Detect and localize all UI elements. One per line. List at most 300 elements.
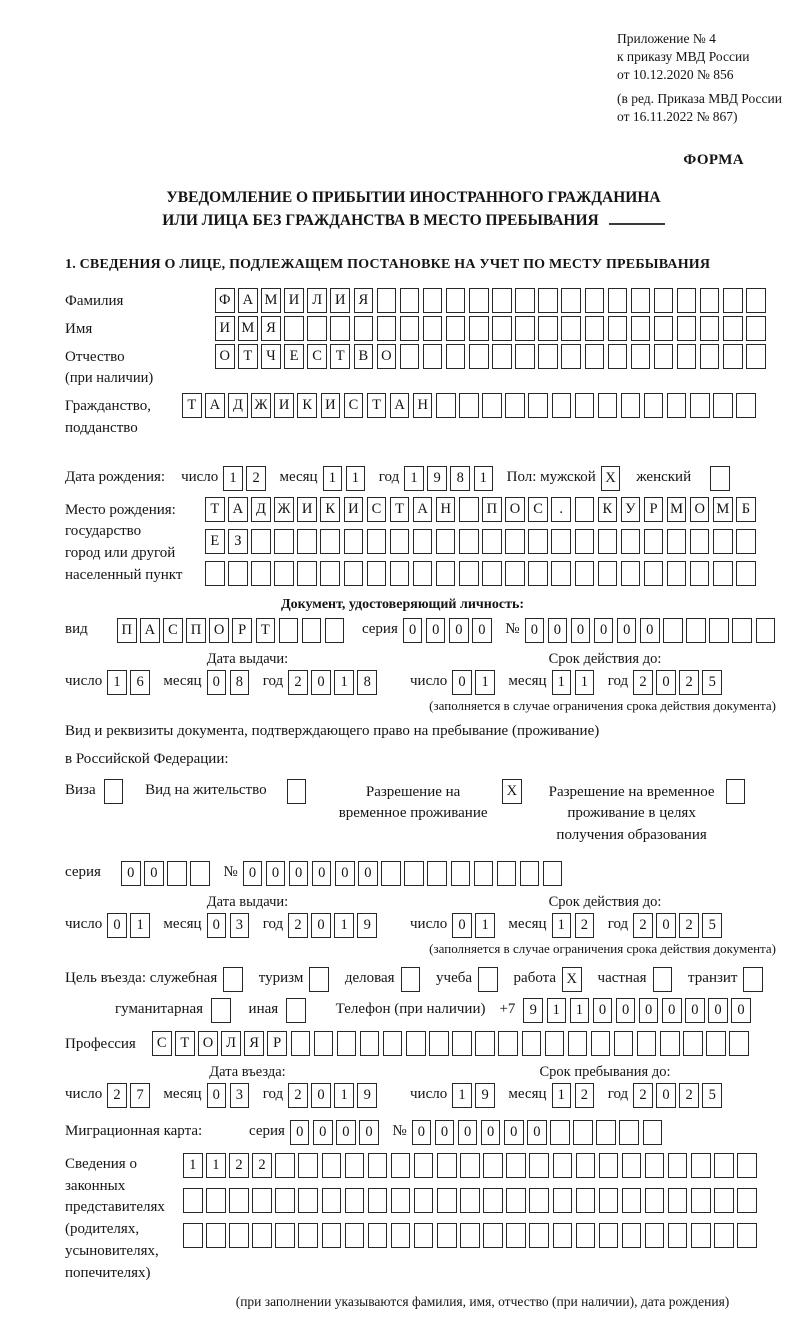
char-cell[interactable]: 1 xyxy=(570,998,590,1023)
char-cell[interactable]: Д xyxy=(251,497,271,522)
char-cell[interactable] xyxy=(400,344,420,369)
char-cell[interactable] xyxy=(423,344,443,369)
char-cell[interactable] xyxy=(713,393,733,418)
char-cell[interactable] xyxy=(667,529,687,554)
char-cell[interactable] xyxy=(322,1188,342,1213)
char-cell[interactable] xyxy=(631,316,651,341)
char-cell[interactable]: 0 xyxy=(359,1120,379,1145)
char-cell[interactable] xyxy=(320,529,340,554)
char-cell[interactable] xyxy=(608,288,628,313)
char-cell[interactable] xyxy=(598,561,618,586)
char-cell[interactable]: С xyxy=(528,497,548,522)
char-cell[interactable] xyxy=(337,1031,357,1056)
char-cell[interactable] xyxy=(619,1120,639,1145)
char-cell[interactable]: 9 xyxy=(357,913,377,938)
firstname-input[interactable] xyxy=(215,316,769,341)
char-cell[interactable]: 0 xyxy=(708,998,728,1023)
char-cell[interactable]: 2 xyxy=(679,913,699,938)
char-cell[interactable] xyxy=(506,1188,526,1213)
char-cell[interactable] xyxy=(644,561,664,586)
char-cell[interactable] xyxy=(599,1153,619,1178)
purpose-official-checkbox[interactable] xyxy=(223,967,243,992)
char-cell[interactable]: Я xyxy=(244,1031,264,1056)
char-cell[interactable] xyxy=(506,1153,526,1178)
char-cell[interactable] xyxy=(459,529,479,554)
char-cell[interactable]: 2 xyxy=(229,1153,249,1178)
char-cell[interactable]: И xyxy=(297,497,317,522)
char-cell[interactable] xyxy=(723,288,743,313)
char-cell[interactable] xyxy=(714,1188,734,1213)
char-cell[interactable]: 0 xyxy=(311,1083,331,1108)
char-cell[interactable]: 2 xyxy=(679,1083,699,1108)
char-cell[interactable] xyxy=(354,316,374,341)
char-cell[interactable] xyxy=(446,316,466,341)
char-cell[interactable] xyxy=(552,393,572,418)
char-cell[interactable] xyxy=(167,861,187,886)
char-cell[interactable]: Б xyxy=(736,497,756,522)
char-cell[interactable]: 1 xyxy=(552,913,572,938)
char-cell[interactable]: А xyxy=(205,393,225,418)
char-cell[interactable]: О xyxy=(209,618,229,643)
char-cell[interactable] xyxy=(314,1031,334,1056)
char-cell[interactable] xyxy=(543,861,563,886)
char-cell[interactable] xyxy=(529,1153,549,1178)
phone-input[interactable] xyxy=(523,998,754,1023)
char-cell[interactable]: Т xyxy=(205,497,225,522)
char-cell[interactable]: 0 xyxy=(358,861,378,886)
validity-month-input[interactable] xyxy=(552,913,598,938)
char-cell[interactable]: Л xyxy=(221,1031,241,1056)
char-cell[interactable] xyxy=(469,344,489,369)
char-cell[interactable]: Т xyxy=(390,497,410,522)
char-cell[interactable] xyxy=(459,561,479,586)
char-cell[interactable]: 1 xyxy=(107,670,127,695)
char-cell[interactable]: И xyxy=(274,393,294,418)
char-cell[interactable]: 0 xyxy=(403,618,423,643)
char-cell[interactable] xyxy=(414,1153,434,1178)
char-cell[interactable]: 0 xyxy=(312,861,332,886)
char-cell[interactable] xyxy=(737,1188,757,1213)
char-cell[interactable]: 1 xyxy=(334,670,354,695)
char-cell[interactable] xyxy=(298,1223,318,1248)
char-cell[interactable] xyxy=(643,1120,663,1145)
char-cell[interactable] xyxy=(423,288,443,313)
char-cell[interactable]: П xyxy=(482,497,502,522)
char-cell[interactable]: 0 xyxy=(412,1120,432,1145)
stay-month-input[interactable] xyxy=(552,1083,598,1108)
char-cell[interactable] xyxy=(723,344,743,369)
char-cell[interactable] xyxy=(690,393,710,418)
char-cell[interactable] xyxy=(413,561,433,586)
char-cell[interactable] xyxy=(429,1031,449,1056)
char-cell[interactable]: 3 xyxy=(230,913,250,938)
char-cell[interactable] xyxy=(483,1153,503,1178)
char-cell[interactable] xyxy=(576,1223,596,1248)
char-cell[interactable] xyxy=(274,529,294,554)
char-cell[interactable] xyxy=(414,1188,434,1213)
char-cell[interactable] xyxy=(591,1031,611,1056)
char-cell[interactable]: 2 xyxy=(246,466,266,491)
char-cell[interactable]: З xyxy=(228,529,248,554)
char-cell[interactable] xyxy=(298,1153,318,1178)
char-cell[interactable]: 0 xyxy=(452,913,472,938)
char-cell[interactable] xyxy=(608,316,628,341)
char-cell[interactable]: Е xyxy=(284,344,304,369)
purpose-work-checkbox[interactable]: X xyxy=(562,967,582,992)
char-cell[interactable] xyxy=(713,529,733,554)
char-cell[interactable] xyxy=(275,1188,295,1213)
char-cell[interactable] xyxy=(645,1223,665,1248)
char-cell[interactable]: 9 xyxy=(475,1083,495,1108)
char-cell[interactable] xyxy=(437,1223,457,1248)
char-cell[interactable] xyxy=(585,288,605,313)
birthplace-line2-input[interactable] xyxy=(205,529,759,554)
char-cell[interactable]: Т xyxy=(256,618,276,643)
char-cell[interactable]: С xyxy=(152,1031,172,1056)
char-cell[interactable] xyxy=(297,529,317,554)
char-cell[interactable] xyxy=(568,1031,588,1056)
char-cell[interactable] xyxy=(381,861,401,886)
char-cell[interactable] xyxy=(700,316,720,341)
char-cell[interactable]: 0 xyxy=(662,998,682,1023)
char-cell[interactable]: 1 xyxy=(334,1083,354,1108)
char-cell[interactable] xyxy=(528,529,548,554)
char-cell[interactable]: 1 xyxy=(223,466,243,491)
char-cell[interactable]: С xyxy=(367,497,387,522)
char-cell[interactable]: А xyxy=(413,497,433,522)
stay-day-input[interactable] xyxy=(452,1083,498,1108)
char-cell[interactable]: 0 xyxy=(311,913,331,938)
char-cell[interactable] xyxy=(436,561,456,586)
char-cell[interactable] xyxy=(251,561,271,586)
char-cell[interactable]: 1 xyxy=(404,466,424,491)
char-cell[interactable] xyxy=(459,497,479,522)
char-cell[interactable] xyxy=(667,393,687,418)
char-cell[interactable]: 0 xyxy=(289,861,309,886)
char-cell[interactable]: 0 xyxy=(571,618,591,643)
validity-year-input[interactable] xyxy=(633,913,725,938)
char-cell[interactable] xyxy=(551,529,571,554)
char-cell[interactable] xyxy=(515,344,535,369)
char-cell[interactable]: 0 xyxy=(731,998,751,1023)
char-cell[interactable] xyxy=(645,1153,665,1178)
char-cell[interactable] xyxy=(483,1188,503,1213)
char-cell[interactable] xyxy=(677,316,697,341)
entry-day-input[interactable] xyxy=(107,1083,153,1108)
char-cell[interactable]: 0 xyxy=(458,1120,478,1145)
birth-month-input[interactable] xyxy=(323,466,369,491)
char-cell[interactable] xyxy=(576,1188,596,1213)
char-cell[interactable] xyxy=(538,344,558,369)
char-cell[interactable] xyxy=(459,393,479,418)
char-cell[interactable] xyxy=(460,1188,480,1213)
char-cell[interactable] xyxy=(631,288,651,313)
char-cell[interactable] xyxy=(575,561,595,586)
char-cell[interactable]: Ч xyxy=(261,344,281,369)
char-cell[interactable] xyxy=(691,1153,711,1178)
char-cell[interactable]: 2 xyxy=(288,913,308,938)
char-cell[interactable]: 3 xyxy=(230,1083,250,1108)
char-cell[interactable]: . xyxy=(551,497,571,522)
char-cell[interactable]: Л xyxy=(307,288,327,313)
char-cell[interactable]: 2 xyxy=(633,913,653,938)
char-cell[interactable] xyxy=(498,1031,518,1056)
char-cell[interactable] xyxy=(622,1153,642,1178)
char-cell[interactable] xyxy=(529,1223,549,1248)
char-cell[interactable]: О xyxy=(690,497,710,522)
char-cell[interactable] xyxy=(383,1031,403,1056)
char-cell[interactable]: 0 xyxy=(504,1120,524,1145)
char-cell[interactable] xyxy=(368,1188,388,1213)
temp-residence-education-checkbox[interactable] xyxy=(726,779,746,804)
char-cell[interactable] xyxy=(737,1153,757,1178)
char-cell[interactable] xyxy=(460,1223,480,1248)
char-cell[interactable] xyxy=(391,1153,411,1178)
char-cell[interactable]: 0 xyxy=(527,1120,547,1145)
char-cell[interactable] xyxy=(683,1031,703,1056)
char-cell[interactable] xyxy=(307,316,327,341)
char-cell[interactable]: М xyxy=(238,316,258,341)
char-cell[interactable] xyxy=(492,288,512,313)
char-cell[interactable] xyxy=(391,1223,411,1248)
char-cell[interactable]: 0 xyxy=(656,670,676,695)
doc-type-input[interactable] xyxy=(117,618,348,643)
char-cell[interactable]: Ф xyxy=(215,288,235,313)
char-cell[interactable] xyxy=(406,1031,426,1056)
char-cell[interactable]: Т xyxy=(182,393,202,418)
char-cell[interactable] xyxy=(709,618,729,643)
char-cell[interactable] xyxy=(644,393,664,418)
char-cell[interactable] xyxy=(690,561,710,586)
char-cell[interactable]: В xyxy=(354,344,374,369)
char-cell[interactable] xyxy=(460,1153,480,1178)
char-cell[interactable]: 2 xyxy=(107,1083,127,1108)
char-cell[interactable] xyxy=(492,344,512,369)
char-cell[interactable] xyxy=(183,1188,203,1213)
char-cell[interactable] xyxy=(279,618,299,643)
char-cell[interactable]: 0 xyxy=(617,618,637,643)
char-cell[interactable] xyxy=(660,1031,680,1056)
char-cell[interactable] xyxy=(414,1223,434,1248)
char-cell[interactable] xyxy=(252,1223,272,1248)
char-cell[interactable]: М xyxy=(667,497,687,522)
char-cell[interactable] xyxy=(599,1188,619,1213)
char-cell[interactable] xyxy=(344,529,364,554)
char-cell[interactable]: Н xyxy=(436,497,456,522)
char-cell[interactable] xyxy=(622,1188,642,1213)
char-cell[interactable] xyxy=(400,316,420,341)
char-cell[interactable]: Р xyxy=(267,1031,287,1056)
char-cell[interactable] xyxy=(437,1153,457,1178)
char-cell[interactable] xyxy=(528,393,548,418)
char-cell[interactable]: 0 xyxy=(472,618,492,643)
char-cell[interactable] xyxy=(529,1188,549,1213)
sex-female-checkbox[interactable] xyxy=(710,466,730,491)
char-cell[interactable]: 0 xyxy=(593,998,613,1023)
char-cell[interactable] xyxy=(275,1223,295,1248)
char-cell[interactable] xyxy=(575,529,595,554)
char-cell[interactable] xyxy=(520,861,540,886)
char-cell[interactable]: И xyxy=(215,316,235,341)
char-cell[interactable]: 0 xyxy=(616,998,636,1023)
char-cell[interactable] xyxy=(690,529,710,554)
birthplace-line3-input[interactable] xyxy=(205,561,759,586)
char-cell[interactable]: 1 xyxy=(334,913,354,938)
char-cell[interactable]: И xyxy=(284,288,304,313)
char-cell[interactable] xyxy=(298,1188,318,1213)
char-cell[interactable]: П xyxy=(117,618,137,643)
char-cell[interactable]: И xyxy=(344,497,364,522)
char-cell[interactable] xyxy=(746,288,766,313)
char-cell[interactable] xyxy=(284,316,304,341)
char-cell[interactable] xyxy=(545,1031,565,1056)
char-cell[interactable]: 0 xyxy=(639,998,659,1023)
legal-line1-input[interactable] xyxy=(183,1153,760,1178)
char-cell[interactable] xyxy=(736,561,756,586)
char-cell[interactable] xyxy=(654,344,674,369)
char-cell[interactable] xyxy=(482,561,502,586)
char-cell[interactable] xyxy=(469,288,489,313)
char-cell[interactable] xyxy=(553,1153,573,1178)
char-cell[interactable] xyxy=(677,288,697,313)
char-cell[interactable] xyxy=(474,861,494,886)
stay-year-input[interactable] xyxy=(633,1083,725,1108)
char-cell[interactable] xyxy=(451,861,471,886)
char-cell[interactable] xyxy=(736,529,756,554)
char-cell[interactable]: 0 xyxy=(548,618,568,643)
surname-input[interactable] xyxy=(215,288,769,313)
char-cell[interactable] xyxy=(614,1031,634,1056)
char-cell[interactable] xyxy=(367,529,387,554)
char-cell[interactable] xyxy=(585,316,605,341)
char-cell[interactable] xyxy=(631,344,651,369)
char-cell[interactable] xyxy=(423,316,443,341)
char-cell[interactable] xyxy=(437,1188,457,1213)
char-cell[interactable]: Т xyxy=(330,344,350,369)
char-cell[interactable]: С xyxy=(307,344,327,369)
char-cell[interactable] xyxy=(598,393,618,418)
char-cell[interactable] xyxy=(302,618,322,643)
legal-line3-input[interactable] xyxy=(183,1223,760,1248)
char-cell[interactable] xyxy=(598,529,618,554)
doc-series-input[interactable] xyxy=(403,618,495,643)
char-cell[interactable] xyxy=(700,288,720,313)
profession-input[interactable] xyxy=(152,1031,752,1056)
char-cell[interactable]: 1 xyxy=(475,670,495,695)
char-cell[interactable] xyxy=(446,288,466,313)
char-cell[interactable]: 1 xyxy=(323,466,343,491)
char-cell[interactable]: 0 xyxy=(449,618,469,643)
char-cell[interactable]: 2 xyxy=(288,1083,308,1108)
char-cell[interactable] xyxy=(522,1031,542,1056)
char-cell[interactable] xyxy=(377,288,397,313)
char-cell[interactable] xyxy=(706,1031,726,1056)
char-cell[interactable] xyxy=(538,316,558,341)
temp-residence-checkbox[interactable]: X xyxy=(502,779,522,804)
char-cell[interactable]: О xyxy=(215,344,235,369)
char-cell[interactable] xyxy=(229,1223,249,1248)
birth-day-input[interactable] xyxy=(223,466,269,491)
char-cell[interactable] xyxy=(621,393,641,418)
issue-day-input[interactable] xyxy=(107,670,153,695)
char-cell[interactable] xyxy=(322,1153,342,1178)
char-cell[interactable]: 0 xyxy=(313,1120,333,1145)
validity-day-input[interactable] xyxy=(452,670,498,695)
char-cell[interactable]: 2 xyxy=(679,670,699,695)
char-cell[interactable]: 0 xyxy=(107,913,127,938)
char-cell[interactable] xyxy=(667,561,687,586)
char-cell[interactable]: 0 xyxy=(207,1083,227,1108)
char-cell[interactable]: 1 xyxy=(474,466,494,491)
char-cell[interactable]: 1 xyxy=(452,1083,472,1108)
purpose-private-checkbox[interactable] xyxy=(653,967,673,992)
char-cell[interactable] xyxy=(291,1031,311,1056)
char-cell[interactable] xyxy=(252,1188,272,1213)
char-cell[interactable] xyxy=(345,1153,365,1178)
char-cell[interactable]: 5 xyxy=(702,913,722,938)
char-cell[interactable] xyxy=(413,529,433,554)
char-cell[interactable]: 0 xyxy=(121,861,141,886)
char-cell[interactable] xyxy=(538,288,558,313)
issue-day-input[interactable] xyxy=(107,913,153,938)
char-cell[interactable]: 0 xyxy=(685,998,705,1023)
char-cell[interactable]: Р xyxy=(232,618,252,643)
char-cell[interactable]: 9 xyxy=(523,998,543,1023)
char-cell[interactable] xyxy=(599,1223,619,1248)
char-cell[interactable] xyxy=(297,561,317,586)
char-cell[interactable]: П xyxy=(186,618,206,643)
char-cell[interactable] xyxy=(506,1223,526,1248)
char-cell[interactable] xyxy=(492,316,512,341)
char-cell[interactable] xyxy=(497,861,517,886)
char-cell[interactable] xyxy=(345,1188,365,1213)
char-cell[interactable]: О xyxy=(377,344,397,369)
char-cell[interactable] xyxy=(368,1223,388,1248)
doc-number-input[interactable] xyxy=(525,618,779,643)
char-cell[interactable]: 5 xyxy=(702,1083,722,1108)
char-cell[interactable] xyxy=(446,344,466,369)
char-cell[interactable]: О xyxy=(198,1031,218,1056)
entry-year-input[interactable] xyxy=(288,1083,380,1108)
char-cell[interactable] xyxy=(668,1153,688,1178)
char-cell[interactable] xyxy=(436,393,456,418)
char-cell[interactable] xyxy=(713,561,733,586)
citizenship-input[interactable] xyxy=(182,393,759,418)
char-cell[interactable] xyxy=(654,288,674,313)
purpose-other-checkbox[interactable] xyxy=(286,998,306,1023)
char-cell[interactable]: 2 xyxy=(575,913,595,938)
char-cell[interactable]: 1 xyxy=(183,1153,203,1178)
char-cell[interactable] xyxy=(645,1188,665,1213)
char-cell[interactable]: Т xyxy=(175,1031,195,1056)
purpose-humanitarian-checkbox[interactable] xyxy=(211,998,231,1023)
char-cell[interactable] xyxy=(746,316,766,341)
char-cell[interactable]: 2 xyxy=(575,1083,595,1108)
char-cell[interactable] xyxy=(553,1188,573,1213)
char-cell[interactable] xyxy=(322,1223,342,1248)
char-cell[interactable] xyxy=(483,1223,503,1248)
char-cell[interactable] xyxy=(205,561,225,586)
legal-line2-input[interactable] xyxy=(183,1188,760,1213)
char-cell[interactable] xyxy=(528,561,548,586)
validity-year-input[interactable] xyxy=(633,670,725,695)
char-cell[interactable]: 8 xyxy=(450,466,470,491)
validity-month-input[interactable] xyxy=(552,670,598,695)
char-cell[interactable] xyxy=(668,1188,688,1213)
char-cell[interactable] xyxy=(377,316,397,341)
birthplace-line1-input[interactable] xyxy=(205,497,759,522)
char-cell[interactable]: 1 xyxy=(130,913,150,938)
